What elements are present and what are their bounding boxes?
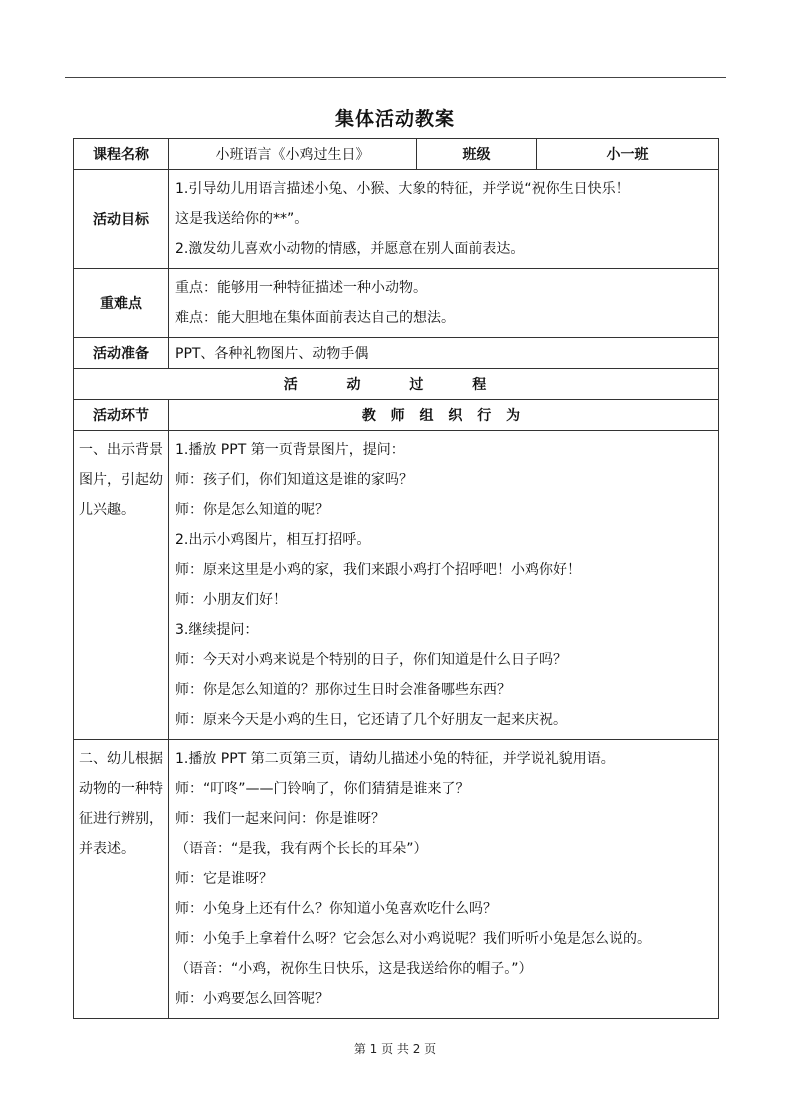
dialogue-line: 师：你是怎么知道的呢？ bbox=[175, 502, 329, 518]
goal-line: 2.激发幼儿喜欢小动物的情感，并愿意在别人面前表达。 bbox=[175, 241, 525, 257]
stage-row bbox=[74, 740, 719, 1019]
dialogue-line: 师：小兔身上还有什么？你知道小兔喜欢吃什么吗？ bbox=[175, 901, 497, 917]
stage-content bbox=[169, 431, 719, 740]
course-name-label: 课程名称 bbox=[74, 139, 169, 170]
info-row bbox=[74, 139, 719, 170]
column-header-row bbox=[74, 400, 719, 431]
key-points-row bbox=[74, 269, 719, 338]
dialogue-line: 师：原来今天是小鸡的生日，它还请了几个好朋友一起来庆祝。 bbox=[175, 712, 567, 728]
process-heading: 活 动 过 程 bbox=[74, 369, 719, 400]
dialogue-line: （语音：“是我，我有两个长长的耳朵”） bbox=[175, 841, 428, 857]
preparation-label: 活动准备 bbox=[74, 338, 169, 369]
dialogue-line: 师：“叮咚”——门铃响了，你们猜猜是谁来了？ bbox=[175, 781, 470, 797]
key-point-line: 重点：能够用一种特征描述一种小动物。 bbox=[175, 280, 427, 296]
dialogue-line: 师：小朋友们好！ bbox=[175, 592, 287, 608]
class-value: 小一班 bbox=[537, 139, 719, 170]
process-heading-row bbox=[74, 369, 719, 400]
dialogue-line: 1.播放 PPT 第一页背景图片，提问： bbox=[175, 442, 405, 458]
lesson-plan-table bbox=[73, 138, 719, 1019]
teacher-column-header: 教 师 组 织 行 为 bbox=[169, 400, 719, 431]
goals-label: 活动目标 bbox=[74, 170, 169, 269]
dialogue-line: （语音：“小鸡，祝你生日快乐，这是我送给你的帽子。”） bbox=[175, 961, 533, 977]
dialogue-line: 1.播放 PPT 第二页第三页，请幼儿描述小兔的特征，并学说礼貌用语。 bbox=[175, 751, 615, 767]
stage-name: 二、幼儿根据动物的一种特征进行辨别，并表述。 bbox=[74, 740, 169, 1019]
dialogue-line: 师：你是怎么知道的？那你过生日时会准备哪些东西？ bbox=[175, 682, 511, 698]
goal-line: 1.引导幼儿用语言描述小兔、小猴、大象的特征，并学说“祝你生日快乐！ bbox=[175, 181, 630, 197]
dialogue-line: 师：小兔手上拿着什么呀？它会怎么对小鸡说呢？我们听听小兔是怎么说的。 bbox=[175, 931, 651, 947]
preparation-row bbox=[74, 338, 719, 369]
key-points-label: 重难点 bbox=[74, 269, 169, 338]
dialogue-line: 师：小鸡要怎么回答呢？ bbox=[175, 991, 329, 1007]
preparation-value: PPT、各种礼物图片、动物手偶 bbox=[169, 338, 719, 369]
stage-name: 一、出示背景图片，引起幼儿兴趣。 bbox=[74, 431, 169, 740]
goal-line: 这是我送给你的**”。 bbox=[175, 211, 309, 227]
goals-row bbox=[74, 170, 719, 269]
dialogue-line: 3.继续提问： bbox=[175, 622, 259, 638]
page-footer: 第 1 页 共 2 页 bbox=[353, 1042, 437, 1056]
dialogue-line: 师：原来这里是小鸡的家，我们来跟小鸡打个招呼吧！小鸡你好！ bbox=[175, 562, 581, 578]
class-label: 班级 bbox=[417, 139, 537, 170]
stage-column-header: 活动环节 bbox=[74, 400, 169, 431]
stage-row bbox=[74, 431, 719, 740]
course-name-value: 小班语言《小鸡过生日》 bbox=[169, 139, 417, 170]
dialogue-line: 2.出示小鸡图片，相互打招呼。 bbox=[175, 532, 371, 548]
header-rule bbox=[65, 77, 726, 78]
dialogue-line: 师：我们一起来问问：你是谁呀？ bbox=[175, 811, 385, 827]
dialogue-line: 师：今天对小鸡来说是个特别的日子，你们知道是什么日子吗？ bbox=[175, 652, 567, 668]
key-point-line: 难点：能大胆地在集体面前表达自己的想法。 bbox=[175, 310, 455, 326]
key-points-content bbox=[169, 269, 719, 338]
goals-content bbox=[169, 170, 719, 269]
stage-content bbox=[169, 740, 719, 1019]
dialogue-line: 师：它是谁呀？ bbox=[175, 871, 273, 887]
dialogue-line: 师：孩子们，你们知道这是谁的家吗？ bbox=[175, 472, 413, 488]
document-title: 集体活动教案 bbox=[334, 108, 455, 130]
